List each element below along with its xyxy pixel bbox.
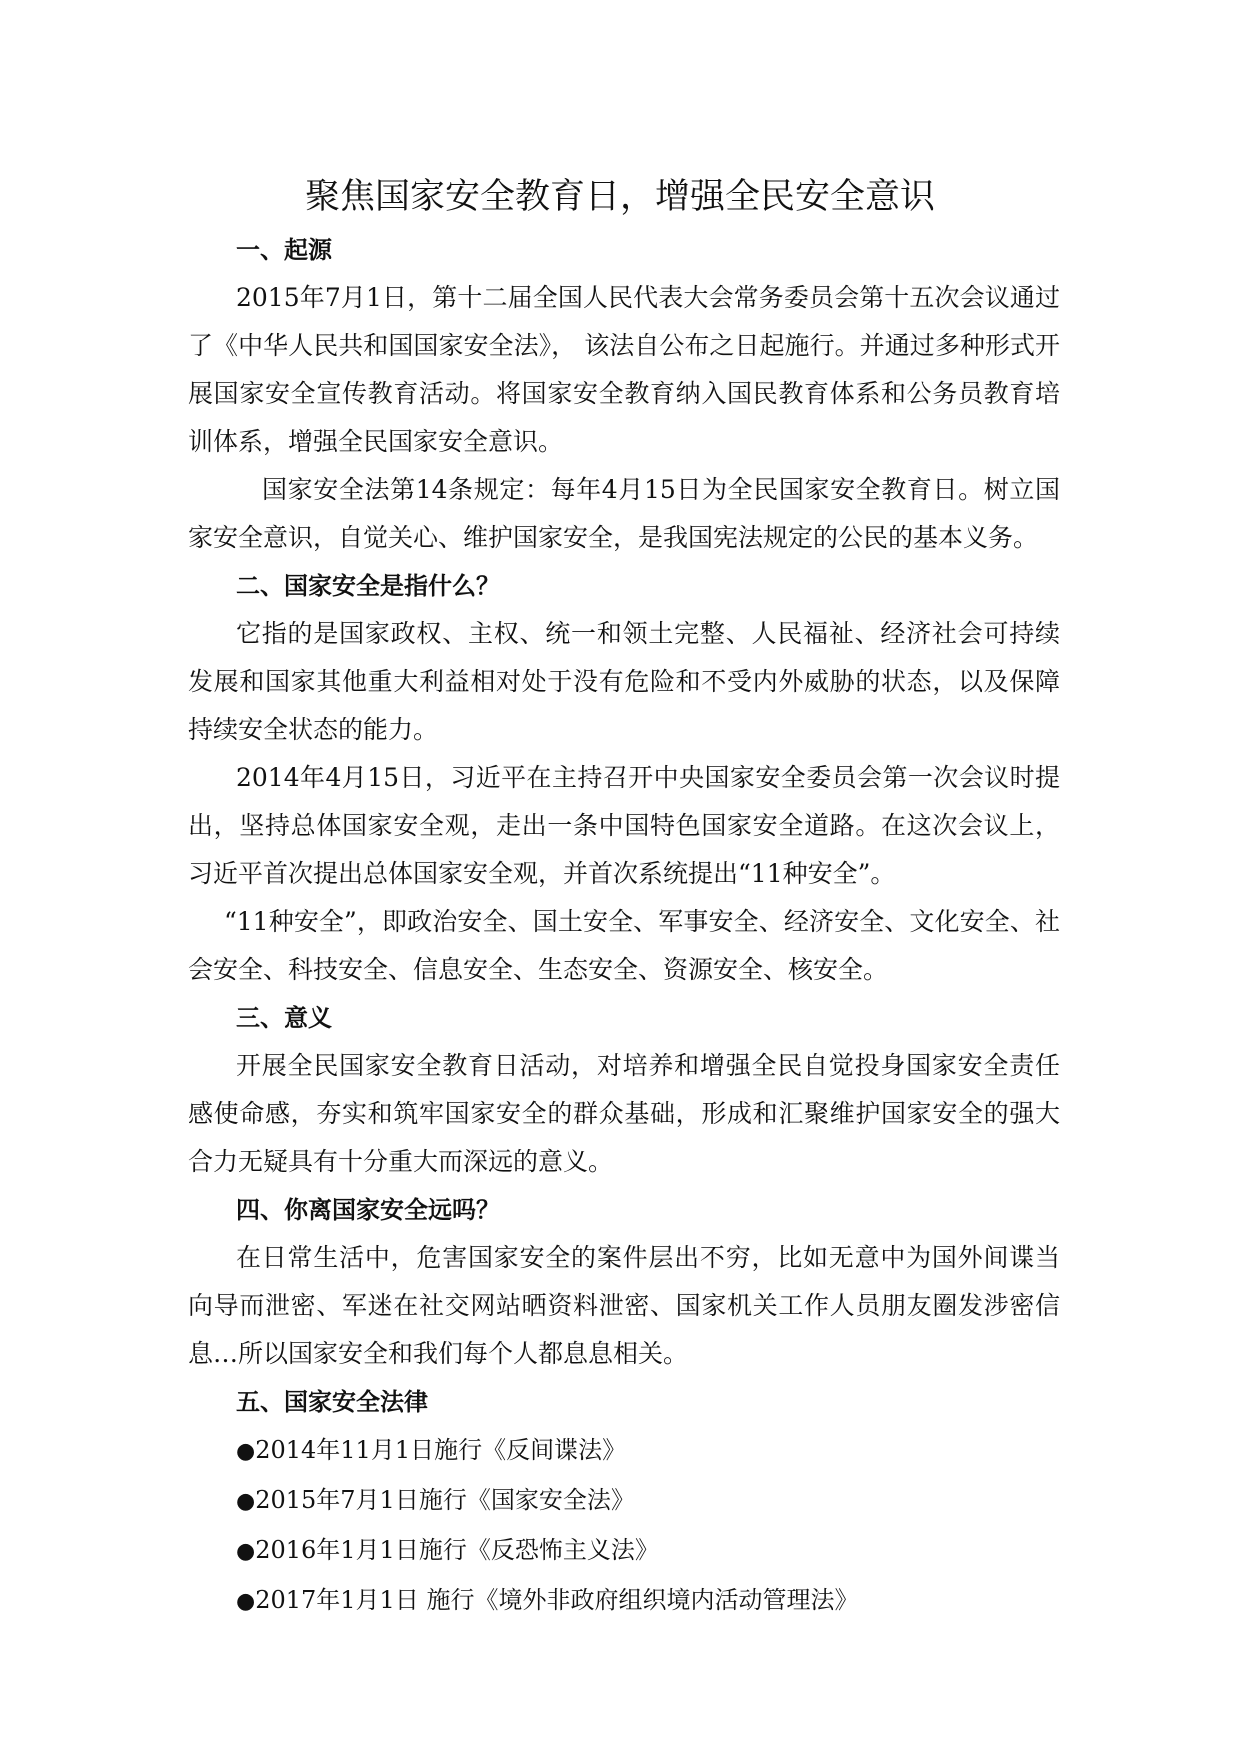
paragraph: “11种安全”，即政治安全、国土安全、军事安全、经济安全、文化安全、社会安全、科技安全、信息安全、生态安全、资源安全、核安全。 bbox=[188, 907, 1060, 984]
bullet-icon: ● bbox=[236, 1539, 256, 1564]
law-entry: 2014年11月1日施行《反间谍法》 bbox=[255, 1436, 627, 1464]
paragraph: 2014年4月15日，习近平在主持召开中央国家安全委员会第一次会议时提出，坚持总体国家安全观，走出一条中国特色国家安全道路。在这次会议上，习近平首次提出总体国家安全观，并首次系统提出“11种安全”。 bbox=[188, 763, 1060, 888]
section-heading-significance: 三、意义 bbox=[236, 1004, 332, 1032]
laws-list bbox=[188, 1426, 1060, 1626]
document-body bbox=[188, 226, 1060, 1626]
bullet-icon: ● bbox=[236, 1439, 256, 1464]
paragraph: 开展全民国家安全教育日活动，对培养和增强全民自觉投身国家安全责任感使命感，夯实和筑牢国家安全的群众基础，形成和汇聚维护国家安全的强大合力无疑具有十分重大而深远的意义。 bbox=[188, 1051, 1060, 1176]
law-entry: 2015年7月1日施行《国家安全法》 bbox=[255, 1486, 635, 1514]
section-heading-definition: 二、国家安全是指什么？ bbox=[236, 572, 500, 600]
section-heading-origin: 一、起源 bbox=[236, 236, 332, 264]
section-heading-laws: 五、国家安全法律 bbox=[236, 1388, 428, 1416]
list-item bbox=[188, 1576, 1060, 1626]
list-item bbox=[188, 1426, 1060, 1476]
list-item bbox=[188, 1476, 1060, 1526]
paragraph: 在日常生活中，危害国家安全的案件层出不穷，比如无意中为国外间谍当向导而泄密、军迷在社交网站晒资料泄密、国家机关工作人员朋友圈发涉密信息…所以国家安全和我们每个人都息息相关。 bbox=[188, 1243, 1060, 1368]
list-item bbox=[188, 1526, 1060, 1576]
law-entry: 2017年1月1日 施行《境外非政府组织境内活动管理法》 bbox=[255, 1586, 859, 1614]
bullet-icon: ● bbox=[236, 1489, 256, 1514]
paragraph: 国家安全法第14条规定：每年4月15日为全民国家安全教育日。树立国家安全意识，自觉关心、维护国家安全，是我国宪法规定的公民的基本义务。 bbox=[188, 475, 1060, 552]
bullet-icon: ● bbox=[236, 1589, 256, 1614]
paragraph: 它指的是国家政权、主权、统一和领土完整、人民福祉、经济社会可持续发展和国家其他重大利益相对处于没有危险和不受内外威胁的状态，以及保障持续安全状态的能力。 bbox=[188, 619, 1060, 744]
paragraph: 2015年7月1日，第十二届全国人民代表大会常务委员会第十五次会议通过了《中华人民共和国国家安全法》， 该法自公布之日起施行。并通过多种形式开展国家安全宣传教育活动。将国家安全教育纳入国民教育体系和公务员教育培训体系，增强全民国家安全意识。 bbox=[188, 283, 1060, 456]
law-entry: 2016年1月1日施行《反恐怖主义法》 bbox=[255, 1536, 659, 1564]
document-title: 聚焦国家安全教育日，增强全民安全意识 bbox=[304, 177, 935, 217]
section-heading-relevance: 四、你离国家安全远吗？ bbox=[236, 1196, 500, 1224]
